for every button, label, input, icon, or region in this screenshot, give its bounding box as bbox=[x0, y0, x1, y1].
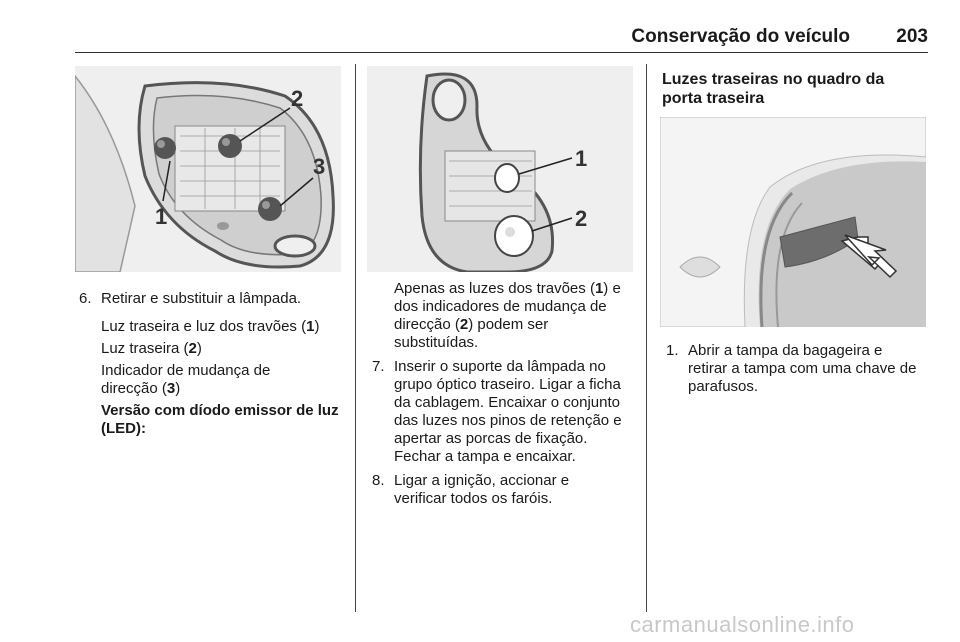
step-line: verificar todos os faróis. bbox=[394, 490, 553, 507]
section-heading-line-1: Luzes traseiras no quadro da bbox=[662, 71, 885, 88]
step-line: Abrir a tampa da bagageira e bbox=[688, 342, 883, 359]
led-version-line-2: (LED): bbox=[101, 420, 146, 437]
running-header-title: Conservação do veículo bbox=[631, 26, 850, 47]
step-number: 8. bbox=[372, 472, 385, 489]
header-rule bbox=[75, 52, 928, 53]
column-divider-right bbox=[646, 64, 647, 612]
bulb-list-line-1: Luz traseira e luz dos travões (1) bbox=[101, 318, 320, 335]
figure-bulb-holder-closeup bbox=[367, 66, 633, 272]
step-line: Ligar a ignição, accionar e bbox=[394, 472, 570, 489]
page-number: 203 bbox=[896, 26, 928, 47]
callout-2: 2 bbox=[291, 86, 304, 111]
step-line: Fechar a tampa e encaixar. bbox=[394, 448, 576, 465]
step-number: 1. bbox=[666, 342, 679, 359]
step-text: Retirar e substituir a lâmpada. bbox=[101, 290, 302, 307]
bulb-list-line-3b: direcção (3) bbox=[101, 380, 181, 397]
figure-tailgate-trim bbox=[660, 117, 926, 327]
step-number: 6. bbox=[79, 290, 92, 307]
step-number: 7. bbox=[372, 358, 385, 375]
step-line: das luzes nos pinos de retenção e bbox=[394, 412, 622, 429]
figure-bulb-holder bbox=[75, 66, 341, 272]
step-line: apertar as porcas de fixação. bbox=[394, 430, 588, 447]
led-version-line-1: Versão com díodo emissor de luz bbox=[101, 402, 339, 419]
step-line: da cablagem. Encaixar o conjunto bbox=[394, 394, 620, 411]
step-line: Inserir o suporte da lâmpada no bbox=[394, 358, 606, 375]
column-divider-left bbox=[355, 64, 356, 612]
bulb-list-line-2: Luz traseira (2) bbox=[101, 340, 202, 357]
callout-1: 1 bbox=[155, 204, 168, 229]
step-line: grupo óptico traseiro. Ligar a ficha bbox=[394, 376, 621, 393]
bulb-list-line-3a: Indicador de mudança de bbox=[101, 362, 271, 379]
watermark: carmanualsonline.info bbox=[630, 612, 855, 637]
led-note-line-1: Apenas as luzes dos travões (1) e bbox=[394, 280, 621, 297]
led-note-line-2: dos indicadores de mudança de bbox=[394, 298, 607, 315]
led-note-line-4: substituídas. bbox=[394, 334, 479, 351]
callout-2: 2 bbox=[575, 206, 588, 231]
led-note-line-3: direcção (2) podem ser bbox=[394, 316, 549, 333]
step-line: parafusos. bbox=[688, 378, 759, 395]
callout-1: 1 bbox=[575, 146, 588, 171]
step-line: retirar a tampa com uma chave de bbox=[688, 360, 917, 377]
callout-3: 3 bbox=[313, 154, 326, 179]
section-heading-line-2: porta traseira bbox=[662, 90, 765, 107]
